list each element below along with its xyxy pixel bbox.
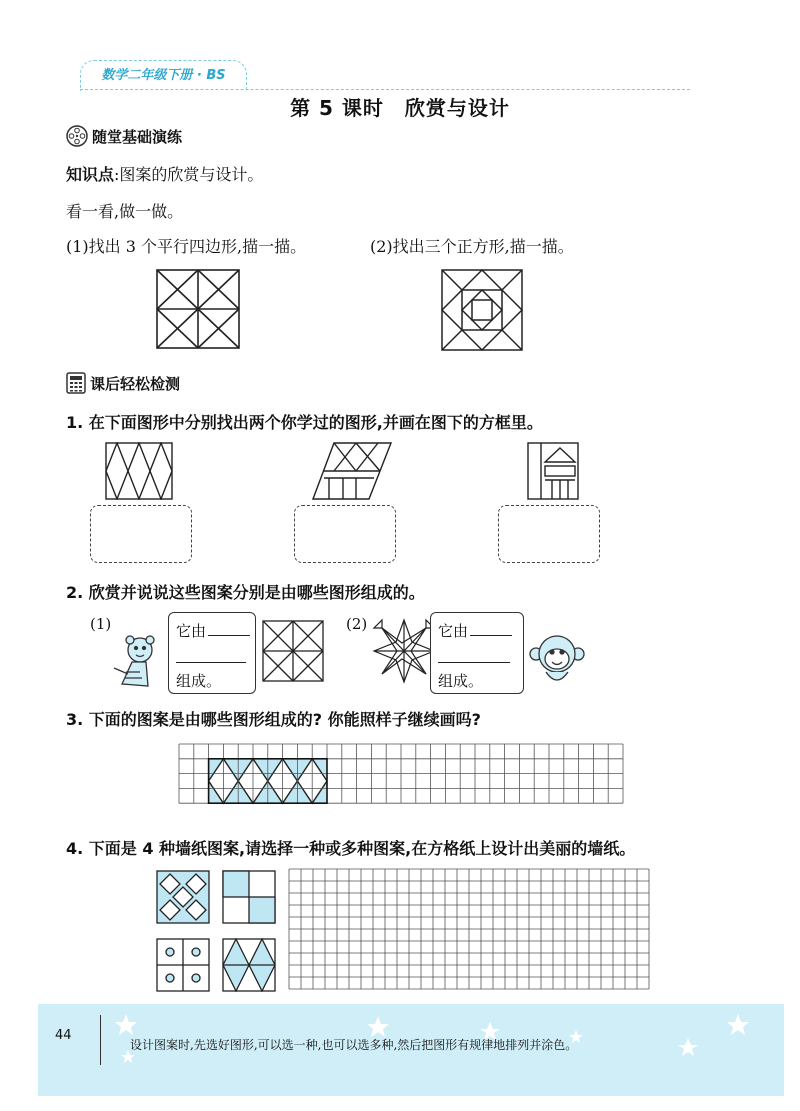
bubble2-line1 bbox=[438, 620, 512, 641]
q1-figure-parallelogram bbox=[312, 442, 392, 500]
wallpaper-pattern-3 bbox=[156, 938, 210, 992]
nested-squares-figure bbox=[440, 268, 524, 352]
question-4: 4. 下面是 4 种墙纸图案,请选择一种或多种图案,在方格纸上设计出美丽的墙纸。 bbox=[66, 839, 636, 858]
q2-pattern-1 bbox=[262, 620, 324, 682]
bubble1-line1 bbox=[176, 620, 250, 641]
wallpaper-pattern-4 bbox=[222, 938, 276, 992]
q2-part1-label: (1) bbox=[90, 615, 112, 633]
page-number: 44 bbox=[55, 1028, 72, 1043]
section-heading-practice bbox=[66, 125, 182, 147]
bubble1-line2: 组成。 bbox=[176, 672, 222, 690]
bubble2-line2: 组成。 bbox=[438, 672, 484, 690]
section-heading-practice-text: 随堂基础演练 bbox=[92, 127, 183, 146]
answer-box-3[interactable] bbox=[498, 505, 600, 563]
film-reel-icon bbox=[66, 125, 88, 147]
footer-tip: 设计图案时,先选好图形,可以选一种,也可以选多种,然后把图形有规律地排列并涂色。 bbox=[130, 1038, 578, 1052]
bubble1-blank2[interactable] bbox=[176, 662, 246, 663]
task1-text: (1)找出 3 个平行四边形,描一描。 bbox=[66, 237, 307, 256]
instruction: 看一看,做一做。 bbox=[66, 202, 184, 221]
q3-grid[interactable] bbox=[178, 742, 625, 806]
header-divider bbox=[80, 89, 690, 90]
monkey-icon bbox=[528, 632, 586, 688]
q4-grid[interactable] bbox=[288, 868, 651, 994]
bubble1-blank1[interactable] bbox=[208, 635, 250, 636]
bubble2-blank2[interactable] bbox=[438, 662, 510, 663]
calculator-icon bbox=[66, 372, 86, 394]
section-heading-test bbox=[66, 372, 180, 394]
task2-text: (2)找出三个正方形,描一描。 bbox=[370, 237, 574, 256]
wallpaper-pattern-2 bbox=[222, 870, 276, 924]
q1-figure-diamonds bbox=[105, 442, 173, 500]
q2-pattern-2 bbox=[372, 618, 436, 684]
knowledge-label: 知识点 bbox=[66, 165, 115, 184]
page-title: 第 5 课时 欣赏与设计 bbox=[290, 96, 510, 120]
question-2: 2. 欣赏并说说这些图案分别是由哪些图形组成的。 bbox=[66, 583, 425, 602]
page-number-divider bbox=[100, 1015, 101, 1065]
knowledge-point bbox=[66, 162, 263, 185]
q2-part2-label: (2) bbox=[346, 615, 368, 633]
q1-figure-house bbox=[527, 442, 579, 500]
section-heading-test-text: 课后轻松检测 bbox=[90, 374, 181, 393]
header-tab bbox=[80, 60, 247, 91]
answer-box-2[interactable] bbox=[294, 505, 396, 563]
wallpaper-pattern-1 bbox=[156, 870, 210, 924]
question-3: 3. 下面的图案是由哪些图形组成的? 你能照样子继续画吗? bbox=[66, 710, 481, 729]
knowledge-text: :图案的欣赏与设计。 bbox=[114, 165, 264, 184]
bubble1-line1-text: 它由 bbox=[176, 622, 207, 640]
header-tab-label: 数学二年级下册 · BS bbox=[101, 68, 226, 83]
bubble2-line1-text: 它由 bbox=[438, 622, 469, 640]
parallelogram-figure bbox=[155, 268, 241, 350]
question-1: 1. 在下面图形中分别找出两个你学过的图形,并画在图下的方框里。 bbox=[66, 413, 543, 432]
bubble2-blank1[interactable] bbox=[470, 635, 512, 636]
tiger-icon bbox=[108, 632, 166, 690]
answer-box-1[interactable] bbox=[90, 505, 192, 563]
